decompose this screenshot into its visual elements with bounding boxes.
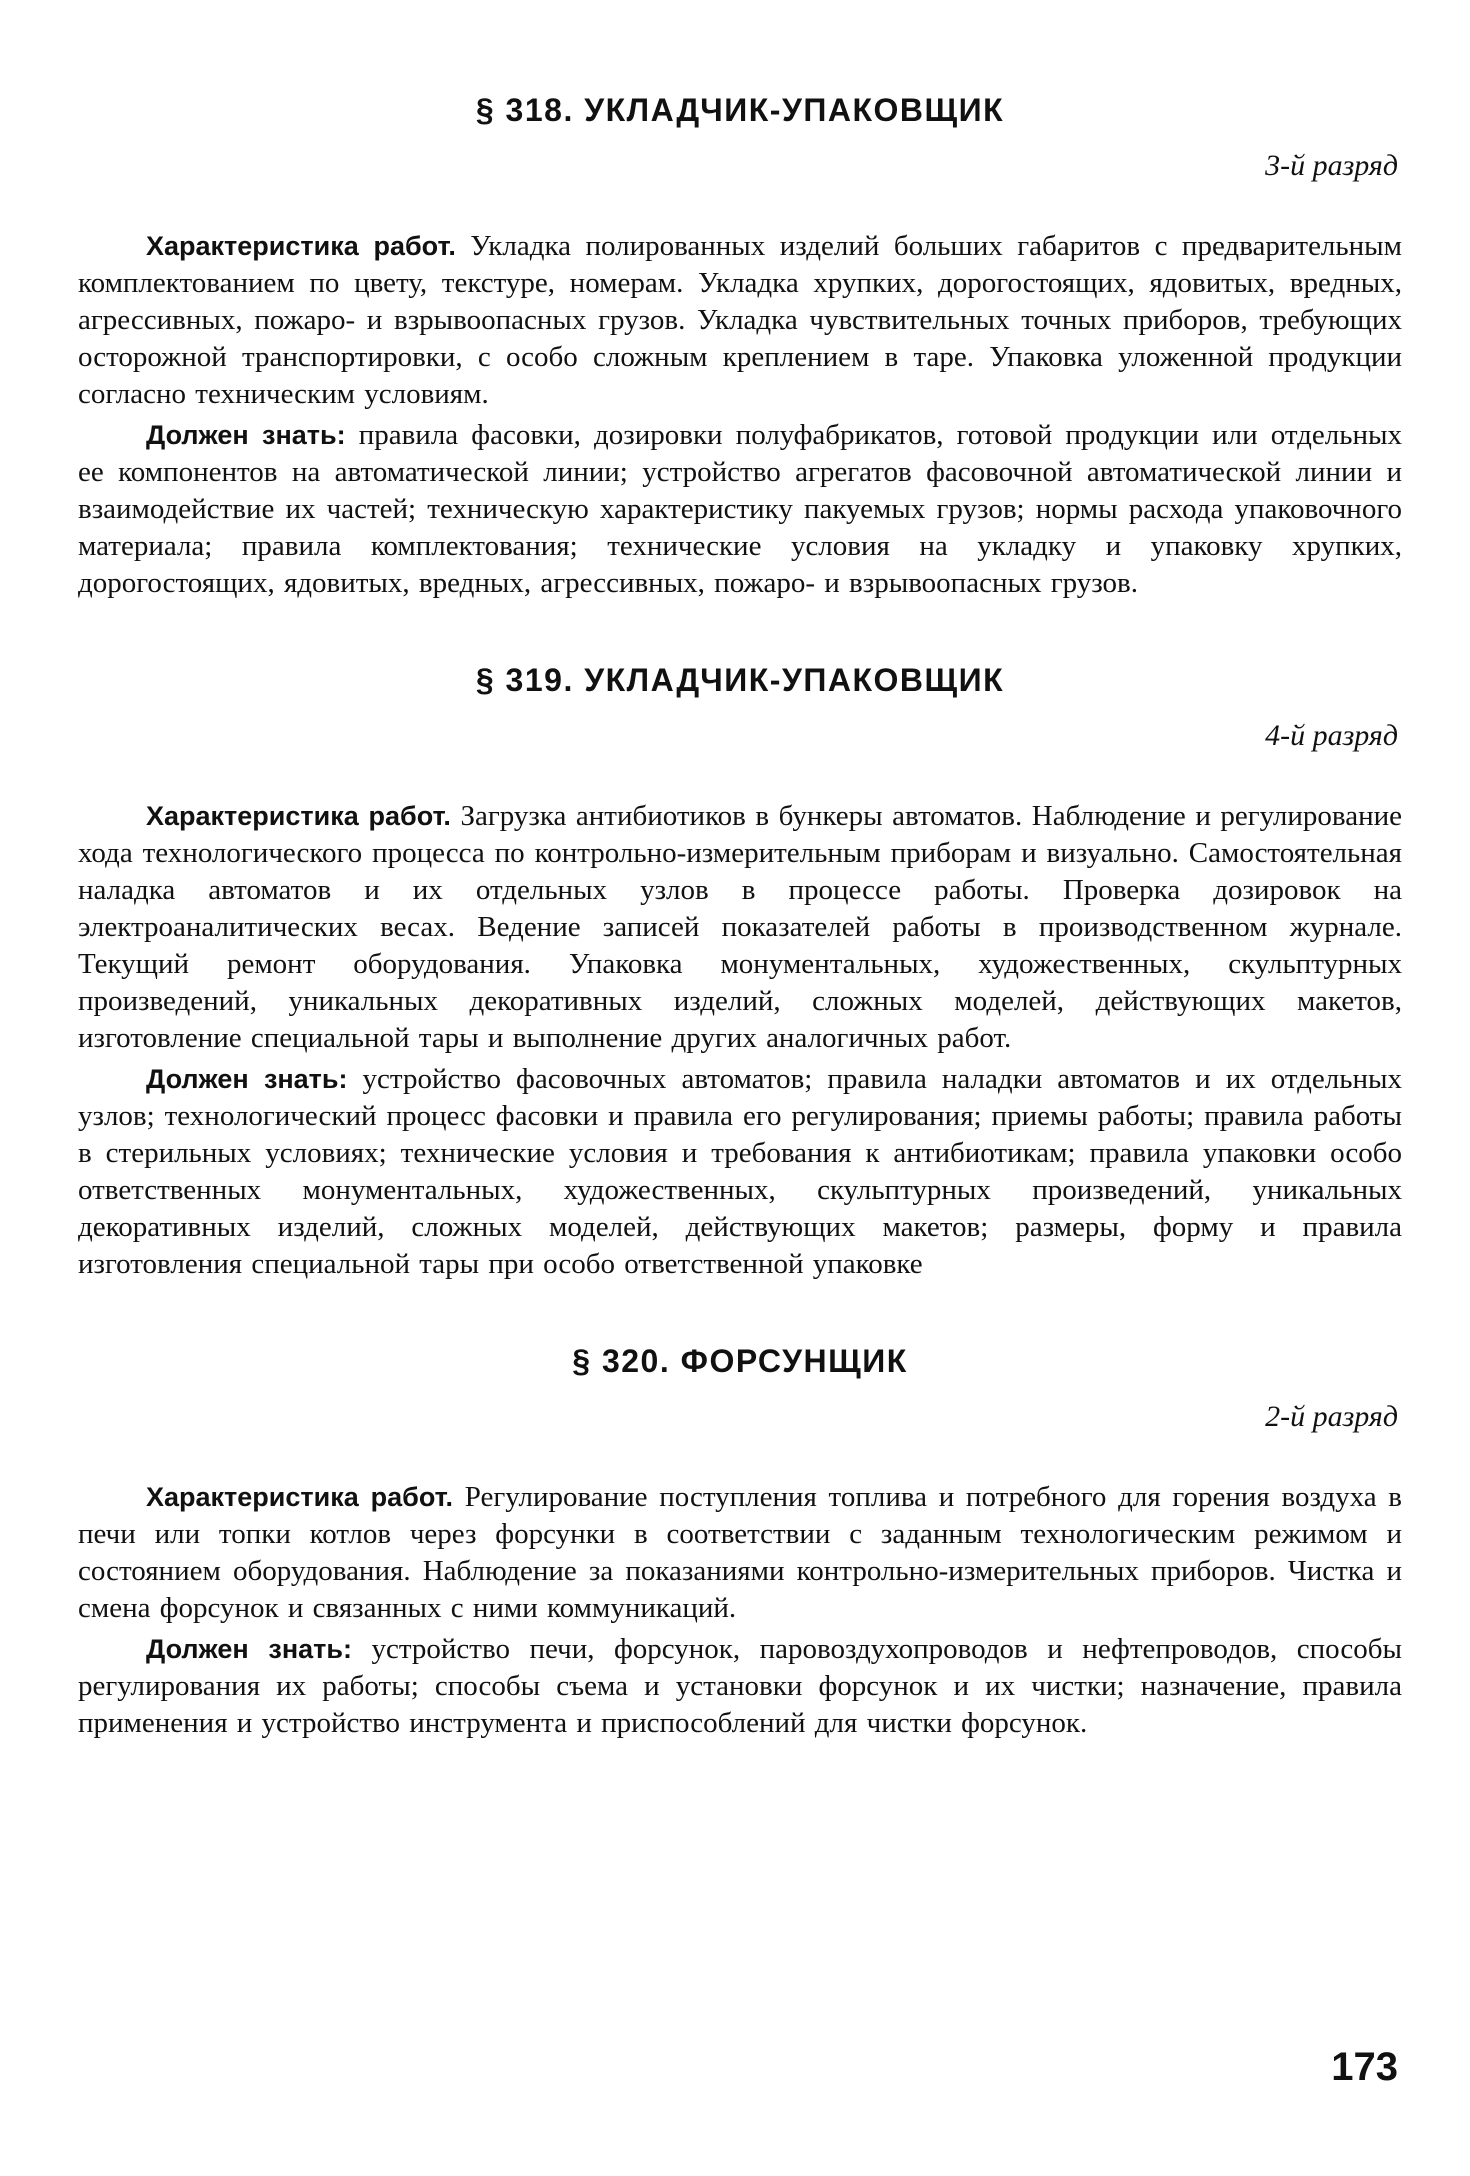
section-319: [78, 658, 1402, 1283]
must-know-text: правила фасовки, дозировки полуфабрикатов, готовой продукции или отдельных ее компонентов на автоматической линии; устройство агрегатов фасовочной автоматической линии и взаимодействие их частей; техническую характеристику пакуемых грузов; нормы расхода упаковочного материала; правила комплектования; технические условия на укладку и упаковку хрупких, дорогостоящих, ядовитых, вредных, агрессивных, пожаро- и взрывоопасных грузов.: [78, 419, 1402, 599]
section-title: § 320. ФОРСУНЩИК: [572, 1343, 908, 1379]
must-know-text: устройство фасовочных автоматов; правила наладки автоматов и их отдельных узлов; технологический процесс фасовки и правила его регулирования; приемы работы; правила работы в стерильных условиях; технические условия и требования к антибиотикам; правила упаковки особо ответственных монументальных, художественных, скульптурных произведений, уникальных декоративных изделий, сложных моделей, действующих макетов; размеры, форму и правила изготовления специальной тары при особо ответственной упаковке: [78, 1063, 1402, 1280]
must-know-label: Должен знать:: [146, 1064, 348, 1094]
work-characteristics-text: Укладка полированных изделий больших габаритов с предварительным комплектованием по цвету, текстуре, номерам. Укладка хрупких, дорогостоящих, ядовитых, вредных, агрессивных, пожаро- и взрывоопасных грузов. Укладка чувствительных точных приборов, требующих осторожной транспортировки, с особо сложным креплением в таре. Упаковка уложенной продукции согласно техническим условиям.: [78, 230, 1402, 410]
must-know-text: устройство печи, форсунок, паровоздухопроводов и нефтепроводов, способы регулирования их работы; способы съема и установки форсунок и их чистки; назначение, правила применения и устройство инструмента и приспособлений для чистки форсунок.: [78, 1633, 1402, 1739]
work-characteristics-text: Регулирование поступления топлива и потребного для горения воздуха в печи или топки котлов через форсунки в соответствии с заданным технологическим режимом и состоянием оборудования. Наблюдение за показаниями контрольно-измерительных приборов. Чистка и смена форсунок и связанных с ними коммуникаций.: [78, 1481, 1402, 1624]
page-number: 173: [1331, 2045, 1398, 2089]
work-characteristics-label: Характеристика работ.: [146, 231, 456, 261]
section-318: [78, 88, 1402, 602]
work-characteristics-label: Характеристика работ.: [146, 801, 451, 831]
work-characteristics-paragraph: [78, 228, 1402, 413]
must-know-paragraph: [78, 1631, 1402, 1742]
work-characteristics-text: Загрузка антибиотиков в бункеры автоматов. Наблюдение и регулирование хода технологического процесса по контрольно-измерительным приборам и визуально. Самостоятельная наладка автоматов и их отдельных узлов в процессе работы. Проверка дозировок на электроаналитических весах. Ведение записей показателей работы в производственном журнале. Текущий ремонт оборудования. Упаковка монументальных, художественных, скульптурных произведений, уникальных декоративных изделий, сложных моделей, действующих макетов, изготовление специальной тары и выполнение других аналогичных работ.: [78, 800, 1402, 1054]
work-characteristics-paragraph: [78, 1479, 1402, 1627]
grade-label: 2-й разряд: [1265, 1400, 1398, 1433]
section-320: [78, 1339, 1402, 1742]
grade-label: 3-й разряд: [1265, 149, 1398, 182]
section-title: § 319. УКЛАДЧИК-УПАКОВЩИК: [475, 662, 1005, 698]
section-title: § 318. УКЛАДЧИК-УПАКОВЩИК: [475, 92, 1005, 128]
work-characteristics-label: Характеристика работ.: [146, 1482, 454, 1512]
work-characteristics-paragraph: [78, 798, 1402, 1057]
grade-label: 4-й разряд: [1265, 719, 1398, 752]
must-know-paragraph: [78, 417, 1402, 602]
must-know-label: Должен знать:: [146, 420, 346, 450]
must-know-paragraph: [78, 1061, 1402, 1283]
must-know-label: Должен знать:: [146, 1634, 352, 1664]
